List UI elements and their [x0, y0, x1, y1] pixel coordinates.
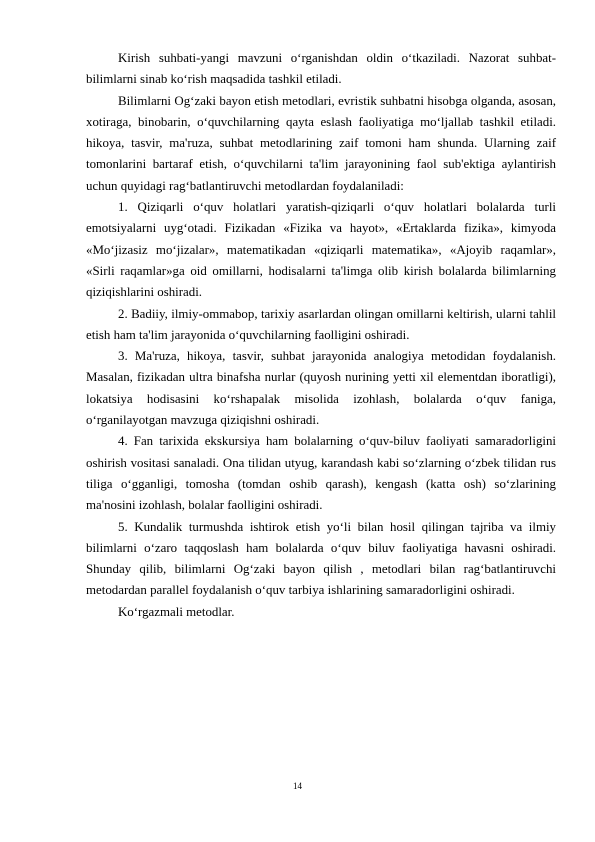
paragraph-item-5: 5. Kundalik turmushda ishtirok etish yo‘li bilan hosil qilingan tajriba va ilmiy bilimlarni o‘zaro taqqoslash ham bolalarda o‘quv biluv faoliyatiga havasni oshiradi. Shunday qilib, bilimlarni Og‘zaki bayon qilish , metodlari bilan rag‘batlantiruvchi metodardan parallel foydalanish o‘quv tarbiya ishlarining samaradorligini oshiradi.: [86, 519, 556, 598]
paragraph-kirish-suhbati: Kirish suhbati-yangi mavzuni o‘rganishdan oldin o‘tkaziladi. Nazorat suhbat-bilimlarni sinab ko‘rish maqsadida tashkil etiladi.: [86, 51, 556, 87]
paragraph-item-1: 1. Qiziqarli o‘quv holatlari yaratish-qiziqarli o‘quv holatlari bolalarda turli emotsiyalarni uyg‘otadi. Fizikadan «Fizika va hayot», «Ertaklarda fizika», kimyoda «Mo‘jizasiz mo‘jizalar», matematikadan «qiziqarli matematika», «Ajoyib raqamlar», «Sirli raqamlar»ga oid omillarni, hodisalarni ta'limga olib kirish bolalarda bilimlarning qiziqishlarini oshiradi.: [86, 200, 556, 300]
paragraph-item-3: 3. Ma'ruza, hikoya, tasvir, suhbat jarayonida analogiya metodidan foydalanish. Masalan, fizikadan ultra binafsha nurlar (quyosh nurining yetti xil elementdan iboratligi), lokatsiya hodisasini ko‘rshapalak misolida izohlash, bolalarda o‘quv faniga, o‘rganilayotgan mavzuga qiziqishni oshiradi.: [86, 349, 556, 428]
section-heading-korgazmali: Ko‘rgazmali metodlar.: [118, 604, 235, 619]
paragraph-ogzaki-bayon: Bilimlarni Og‘zaki bayon etish metodlari, evristik suhbatni hisobga olganda, asosan, xotiraga, binobarin, o‘quvchilarning qayta eslash faoliyatiga mo‘ljallab tashkil etiladi. hikoya, tasvir, ma'ruza, suhbat metodlarining zaif tomoni ham shunda. Ularning zaif tomonlarini bartaraf etish, o‘quvchilarni ta'lim jarayonining faol sub'ektiga aylantirish uchun quyidagi rag‘batlantiruvchi metodlardan foydalaniladi:: [86, 93, 556, 193]
paragraph-item-2: 2. Badiiy, ilmiy-ommabop, tarixiy asarlardan olingan omillarni keltirish, ularni tahlil etish ham ta'lim jarayonida o‘quvchilarning faolligini oshiradi.: [86, 306, 556, 342]
paragraph-item-4: 4. Fan tarixida ekskursiya ham bolalarning o‘quv-biluv faoliyati samaradorligini oshirish vositasi sanaladi. Ona tilidan utyug, karandash kabi so‘zlarning o‘zbek tilidan rus tiliga o‘gganligi, tomosha (tomdan oshib qarash), kengash (katta osh) so‘zlarining ma'nosini izohlash, bolalar faolligini oshiradi.: [86, 434, 556, 513]
page-number: 14: [293, 781, 302, 791]
document-page: [86, 48, 556, 623]
